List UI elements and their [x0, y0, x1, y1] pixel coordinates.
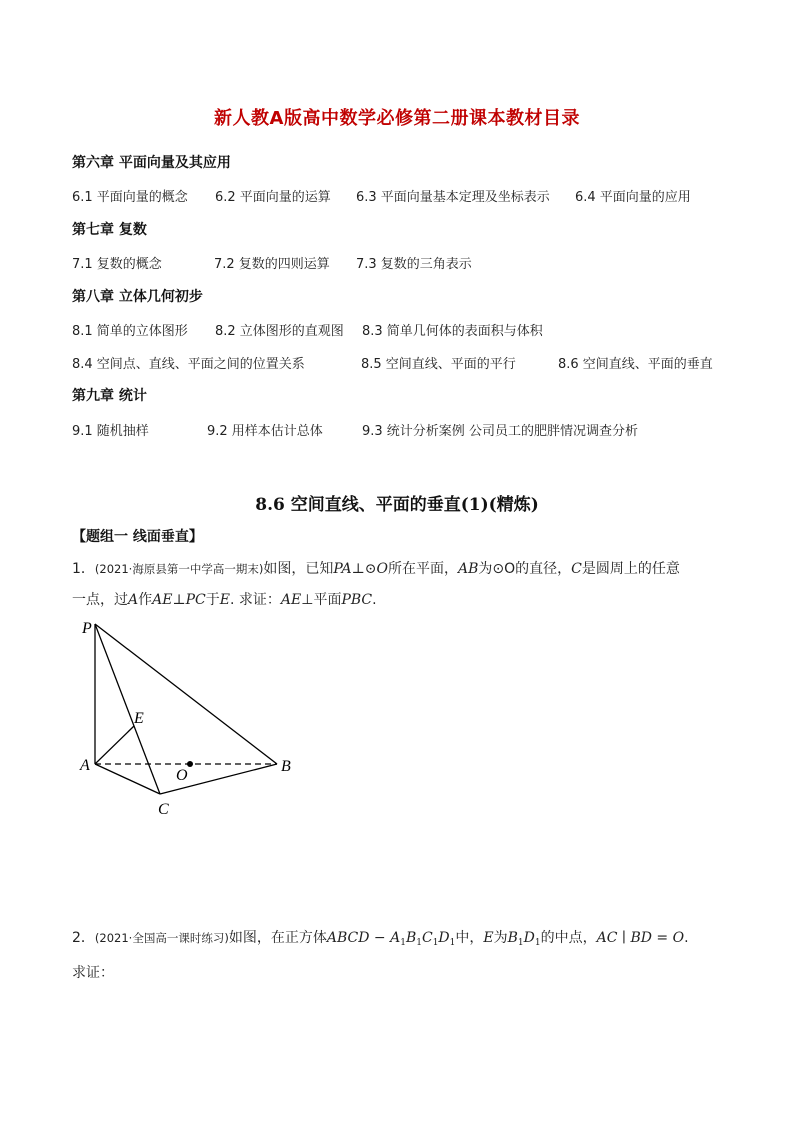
math-expression: $B_1D_1$ — [507, 930, 541, 948]
toc-row — [72, 253, 732, 271]
question-text: . — [372, 592, 377, 608]
question-text: 所在平面， — [387, 561, 458, 577]
toc-item: 8.5 空间直线、平面的平行 — [361, 357, 516, 372]
toc-item: 9.1 随机抽样 — [72, 424, 149, 439]
math-expression: A — [128, 592, 139, 608]
question-number: 1． — [72, 561, 95, 577]
chapter-heading: 第九章 统计 — [72, 388, 147, 404]
math-expression: BD — [630, 930, 652, 946]
chapter-heading: 第七章 复数 — [72, 222, 147, 238]
math-expression: AC — [596, 930, 618, 946]
question-text: 中， — [455, 930, 484, 946]
toc-row — [72, 320, 732, 338]
toc-item: 6.2 平面向量的运算 — [215, 190, 331, 205]
question-1-line-1 — [72, 558, 680, 578]
group-title: 【题组一 线面垂直】 — [72, 529, 203, 545]
question-text: 一点，过 — [72, 592, 128, 608]
toc-item: 6.1 平面向量的概念 — [72, 190, 188, 205]
toc-row — [72, 353, 732, 371]
label-o: O — [176, 767, 188, 784]
label-p: P — [82, 620, 92, 637]
toc-item: 8.1 简单的立体图形 — [72, 324, 188, 339]
toc-item: 7.1 复数的概念 — [72, 257, 162, 272]
question-2-line-2: 求证： — [72, 965, 114, 981]
math-expression: E — [483, 930, 494, 946]
center-point-o — [187, 761, 193, 767]
question-number: 2． — [72, 930, 95, 946]
math-expression: C — [571, 561, 582, 577]
question-source: (2021·海原县第一中学高一期末) — [94, 562, 264, 576]
label-e: E — [134, 710, 144, 727]
page-title: 新人教A版高中数学必修第二册课本教材目录 — [214, 108, 580, 129]
question-2-line-1 — [72, 927, 689, 948]
math-expression: PBC — [341, 592, 373, 608]
question-1-line-2 — [72, 589, 377, 609]
geometry-figure — [72, 612, 312, 822]
question-text: 作 — [138, 592, 153, 608]
math-expression: AB — [457, 561, 479, 577]
question-text: . — [684, 930, 689, 946]
toc-item: 8.3 简单几何体的表面积与体积 — [362, 324, 543, 339]
math-expression: E — [219, 592, 230, 608]
math-expression: = O — [651, 930, 685, 946]
label-a: A — [80, 757, 90, 774]
toc-item: 8.2 立体图形的直观图 — [215, 324, 344, 339]
toc-item: 9.3 统计分析案例 公司员工的肥胖情况调查分析 — [362, 424, 638, 439]
question-text: 的中点， — [540, 930, 597, 946]
question-text: 于 — [205, 592, 220, 608]
math-expression: AE — [280, 592, 302, 608]
question-text: 是圆周上的任意 — [581, 561, 680, 577]
toc-row — [72, 186, 732, 204]
toc-item: 6.3 平面向量基本定理及坐标表示 — [356, 190, 550, 205]
math-minus: − — [369, 930, 391, 946]
section-title: 8.6 空间直线、平面的垂直(1)(精炼) — [255, 495, 539, 515]
chapter-heading: 第六章 平面向量及其应用 — [72, 155, 231, 171]
math-expression: PA⊥⊙O — [333, 561, 388, 577]
question-text: 如图，在正方体 — [228, 930, 327, 946]
toc-item: 8.6 空间直线、平面的垂直 — [558, 357, 713, 372]
label-b: B — [281, 758, 291, 775]
edge-ae — [95, 726, 134, 764]
toc-item: 7.2 复数的四则运算 — [214, 257, 330, 272]
math-cube-base: ABCD — [326, 930, 370, 946]
chapter-heading: 第八章 立体几何初步 — [72, 289, 203, 305]
toc-item: 8.4 空间点、直线、平面之间的位置关系 — [72, 357, 305, 372]
question-text: 为⊙O的直径， — [478, 561, 572, 577]
toc-item: 9.2 用样本估计总体 — [207, 424, 323, 439]
math-expression: AE⊥PC — [152, 592, 206, 608]
label-c: C — [158, 801, 169, 818]
question-text: 如图，已知 — [263, 561, 334, 577]
math-expression: ABCD − $A_1B_1C_1D_1$ — [326, 930, 456, 948]
question-text: ⊥平面 — [301, 592, 342, 608]
question-source: (2021·全国高一课时练习) — [94, 931, 229, 945]
toc-item: 7.3 复数的三角表示 — [356, 257, 472, 272]
toc-row — [72, 420, 732, 438]
toc-item: 6.4 平面向量的应用 — [575, 190, 691, 205]
math-expression: ∣ — [617, 930, 631, 946]
question-text: 为 — [493, 930, 508, 946]
question-text: . 求证： — [230, 592, 281, 608]
